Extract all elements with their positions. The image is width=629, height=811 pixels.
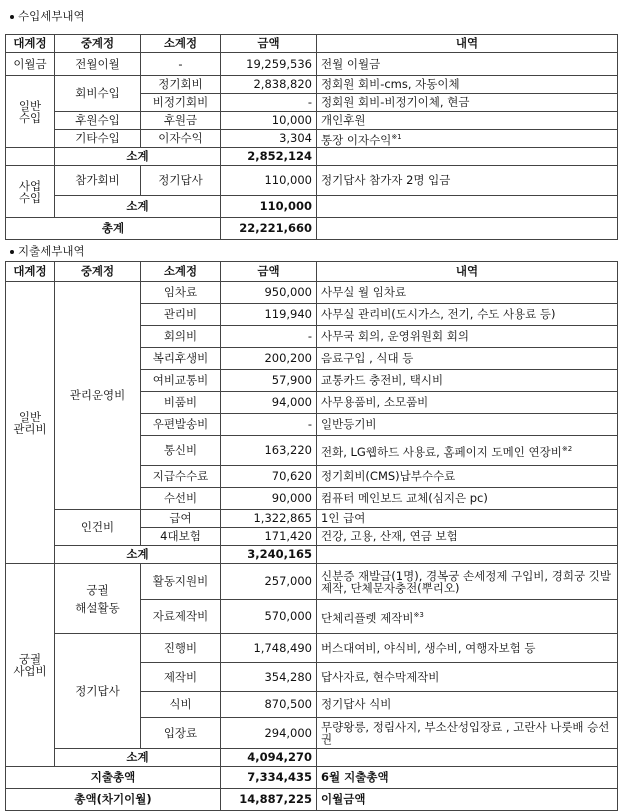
- subtotal-row: 소계 3,240,165: [6, 546, 618, 564]
- table-row: 비품비 94,000 사무용품비, 소모품비: [6, 392, 618, 414]
- palace-business-label: 궁궐 사업비: [6, 564, 55, 767]
- table-row: 복리후생비 200,200 음료구입 , 식대 등: [6, 348, 618, 370]
- table-row: 우편발송비 - 일반등기비: [6, 414, 618, 436]
- table-row: 기타수입 이자수익 3,304 통장 이자수익$^{※1}$: [6, 130, 618, 148]
- bullet-icon: [10, 250, 14, 254]
- col-header: 소계정: [141, 262, 221, 282]
- table-row: 비정기회비 - 정회원 회비-비정기이체, 현금: [6, 94, 618, 112]
- col-header: 금액: [221, 35, 317, 53]
- income-header-row: [6, 35, 618, 53]
- table-row: 후원수입 후원금 10,000 개인후원: [6, 112, 618, 130]
- col-header: 대계정: [6, 35, 55, 53]
- table-row: 정기답사 진행비 1,748,490 버스대여비, 야식비, 생수비, 여행자보험 등: [6, 634, 618, 663]
- table-row: 수선비 90,000 컴퓨터 메인보드 교체(심지은 pc): [6, 488, 618, 510]
- general-admin-label: 일반 관리비: [6, 282, 55, 564]
- income-table: [5, 34, 618, 240]
- table-row: 제작비 354,280 답사자료, 현수막제작비: [6, 663, 618, 692]
- col-header: 대계정: [6, 262, 55, 282]
- income-section-title: 수입세부내역: [10, 9, 85, 23]
- balance-row: 총액(차기이월) 14,887,225 이월금액: [6, 789, 618, 811]
- table-row: 이월금 전월이월 - 19,259,536 전월 이월금: [6, 53, 618, 76]
- subtotal-row: 소계 2,852,124: [6, 148, 618, 166]
- col-header: 내역: [317, 262, 618, 282]
- table-row: 지급수수료 70,620 정기회비(CMS)납부수수료: [6, 466, 618, 488]
- table-row: 일반 수입 회비수입 정기회비 2,838,820 정회원 회비-cms, 자동이체: [6, 76, 618, 94]
- total-row: 총계 22,221,660: [6, 218, 618, 240]
- table-row: 4대보험 171,420 건강, 고용, 산재, 연금 보험: [6, 528, 618, 546]
- expense-section-title: 지출세부내역: [10, 244, 85, 258]
- table-row: 입장료 294,000 무량왕릉, 정림사지, 부소산성입장료 , 고란사 나룻배 승선권: [6, 718, 618, 749]
- table-row: 인건비 급여 1,322,865 1인 급여: [6, 510, 618, 528]
- table-row: 자료제작비 570,000 단체리플렛 제작비$^{※3}$: [6, 600, 618, 634]
- total-row: 지출총액 7,334,435 6월 지출총액: [6, 767, 618, 789]
- table-row: 관리비 119,940 사무실 관리비(도시가스, 전기, 수도 사용료 등): [6, 304, 618, 326]
- col-header: 중계정: [55, 35, 141, 53]
- bullet-icon: [10, 15, 14, 19]
- table-row: 여비교통비 57,900 교통카드 충전비, 택시비: [6, 370, 618, 392]
- table-row: 통신비 163,220 전화, LG웹하드 사용료, 홈페이지 도메인 연장비$^{※2}$: [6, 436, 618, 466]
- expense-table: [5, 261, 618, 811]
- table-row: 식비 870,500 정기답사 식비: [6, 692, 618, 718]
- expense-header-row: [6, 262, 618, 282]
- subtotal-row: 소계 4,094,270: [6, 749, 618, 767]
- general-income-label: 일반 수입: [6, 76, 55, 148]
- business-income-label: 사업 수입: [6, 166, 55, 218]
- table-row: 일반 관리비 관리운영비 임차료 950,000 사무실 월 임차료: [6, 282, 618, 304]
- col-header: 내역: [317, 35, 618, 53]
- subtotal-row: 소계 110,000: [6, 196, 618, 218]
- table-row: 회의비 - 사무국 회의, 운영위원회 회의: [6, 326, 618, 348]
- col-header: 중계정: [55, 262, 141, 282]
- col-header: 소계정: [141, 35, 221, 53]
- table-row: 사업 수입 참가회비 정기답사 110,000 정기답사 참가자 2명 입금: [6, 166, 618, 196]
- table-row: 궁궐 사업비 궁궐 해설활동 활동지원비 257,000 신분증 재발급(1명), 경복궁 손세정제 구입비, 경희궁 깃발제작, 단체문자충전(뿌리오): [6, 564, 618, 600]
- col-header: 금액: [221, 262, 317, 282]
